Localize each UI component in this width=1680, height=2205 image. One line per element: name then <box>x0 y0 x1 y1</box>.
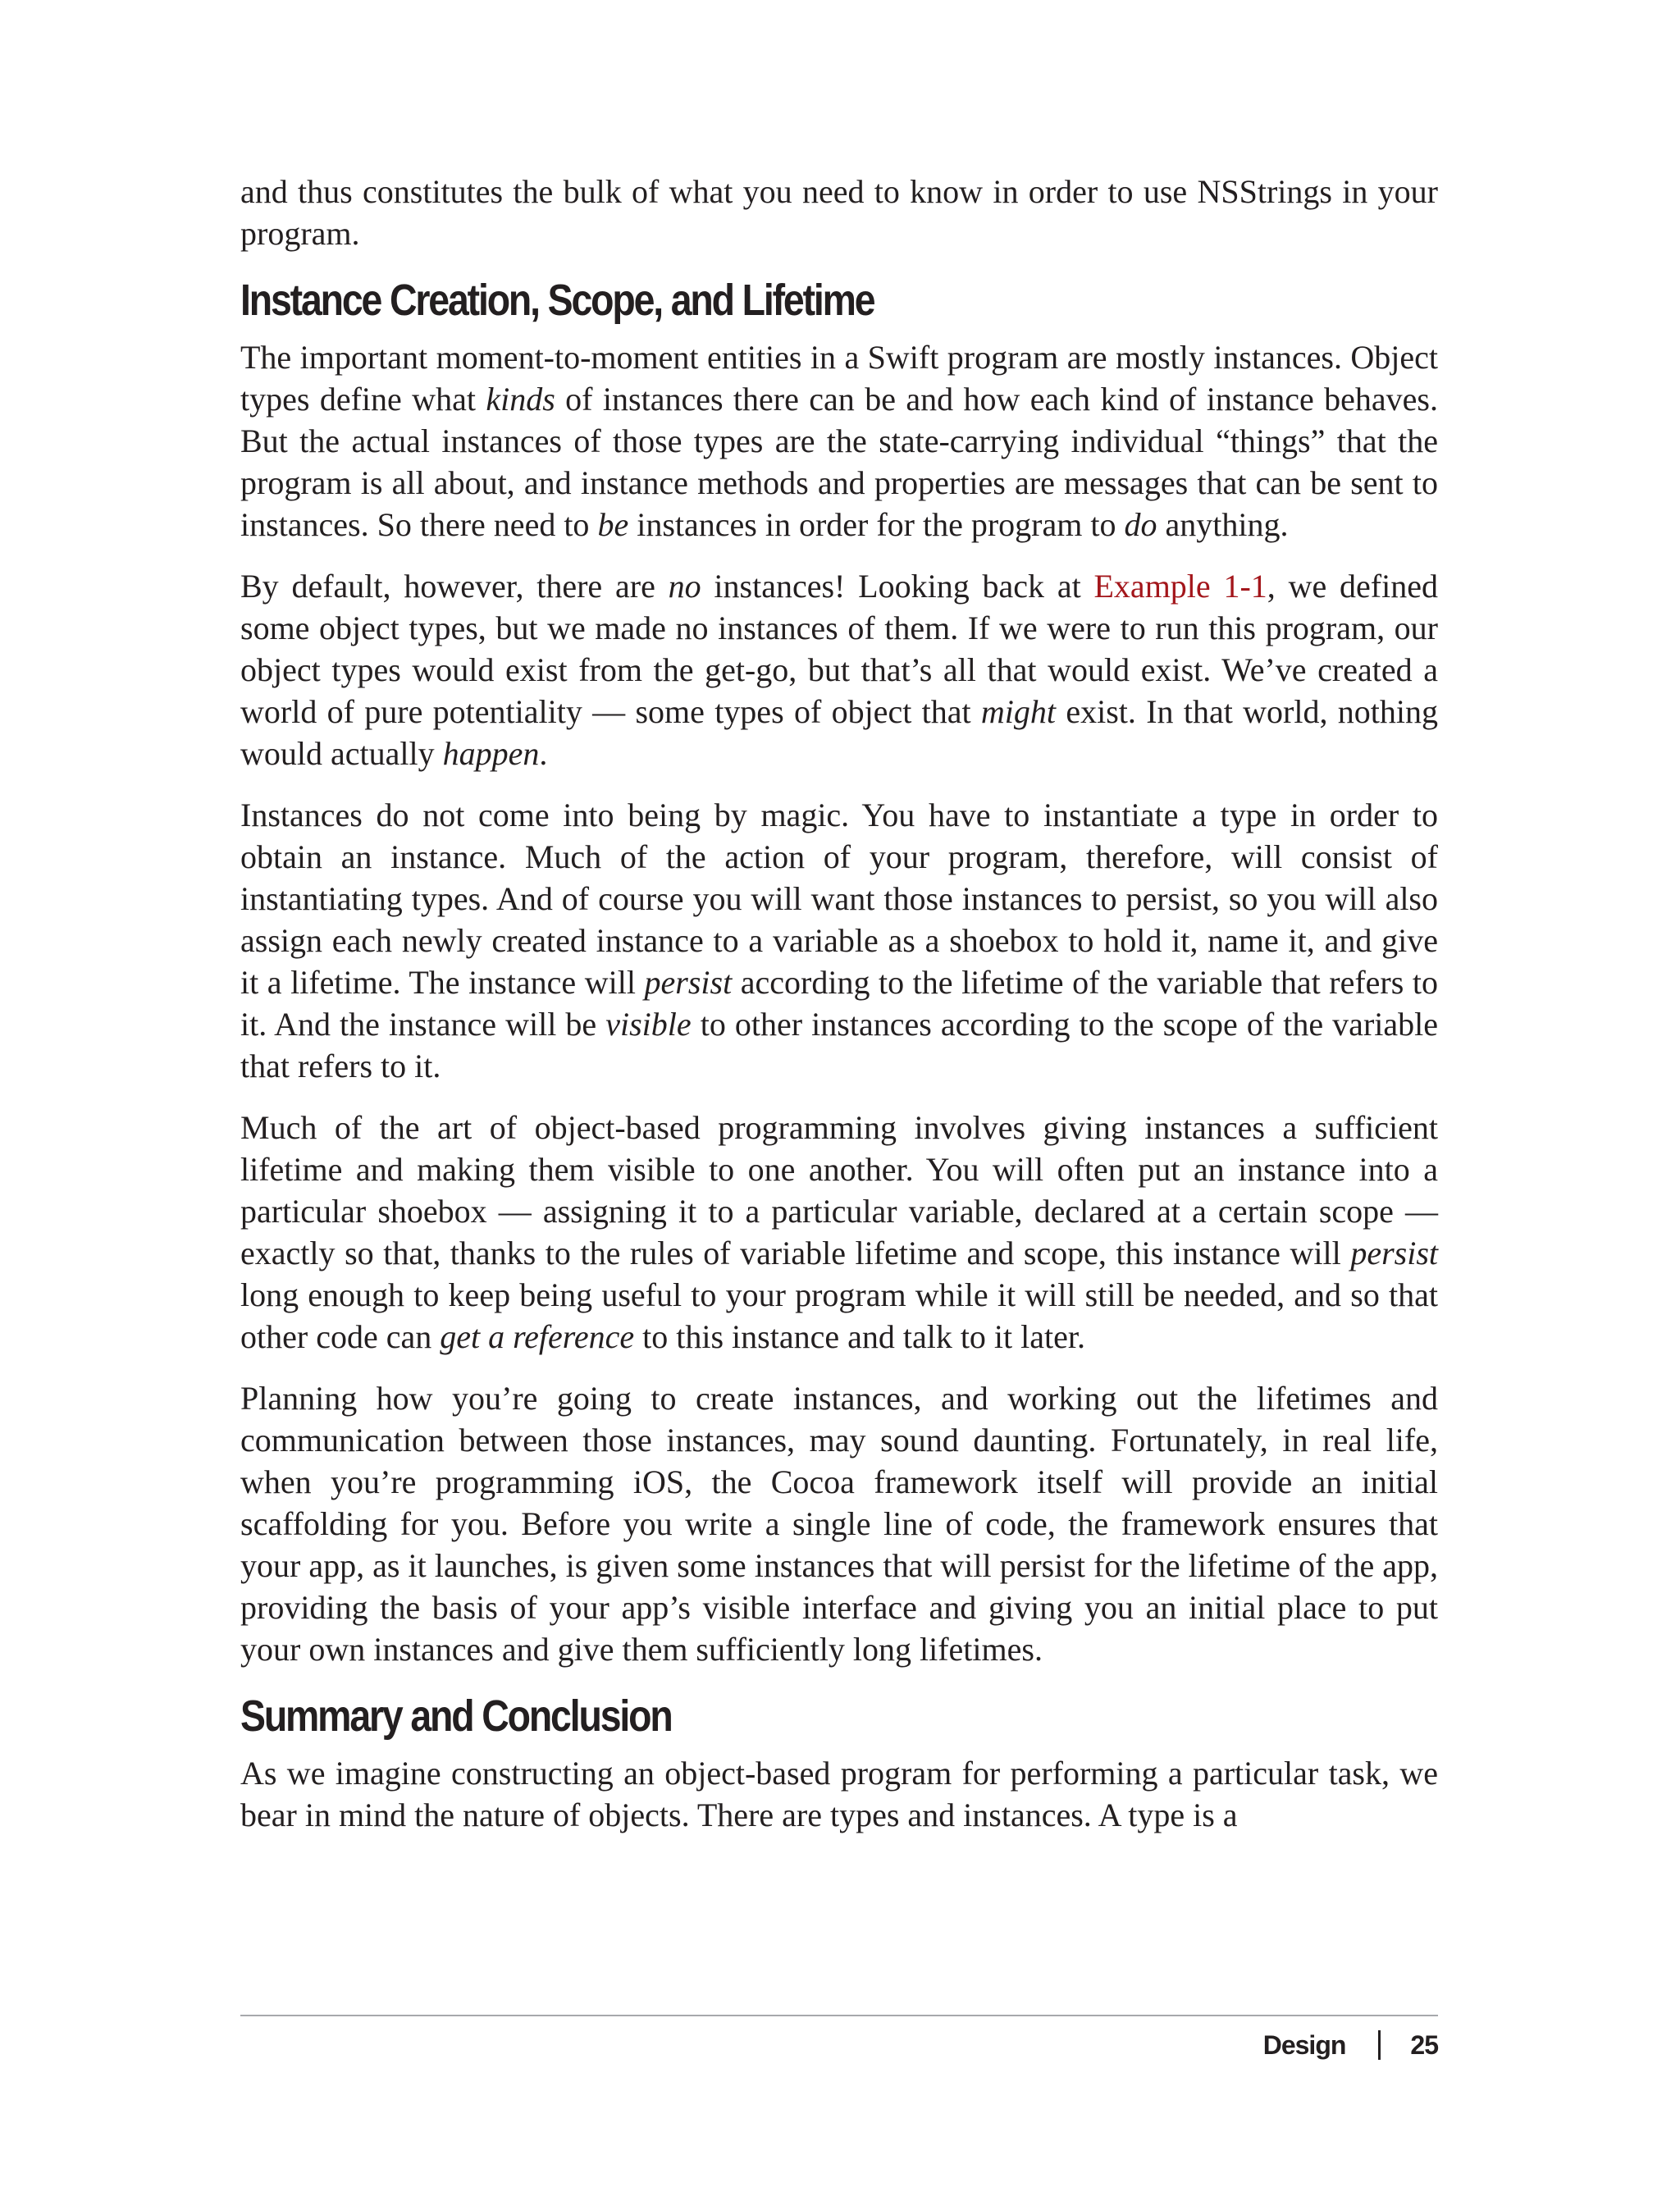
paragraph-instances-entities: The important moment-to-moment entities in a Swift program are mostly instances. Object types define what kinds of instances there can be and how each kind of instance behaves. But the actual instances of those types are the state-carrying individual “things” that the program is all about, and instance methods and properties are messages that can be sent to instances. So there need to be instances in order for the program to do anything. <box>240 339 1438 543</box>
example-1-1-link[interactable]: Example 1-1 <box>1093 568 1267 605</box>
paragraph-summary: As we imagine constructing an object-based program for performing a particular task, we bear in mind the nature of objects. There are types and instances. A type is a <box>240 1755 1438 1833</box>
page-footer <box>1263 2025 1438 2066</box>
footer-chapter-title: Design <box>1262 2029 1346 2060</box>
footer-page-number: 25 <box>1410 2029 1438 2060</box>
paragraph-cocoa-scaffolding: Planning how you’re going to create instances, and working out the lifetimes and communication between those instances, may sound daunting. Fortunately, in real life, when you’re programming iOS, the Cocoa framework itself will provide an initial scaffolding for you. Before you write a single line of code, the framework ensures that your app, as it launches, is given some instances that will persist for the lifetime of the app, providing the basis of your app’s visible interface and giving you an initial place to put your own instances and give them sufficiently long lifetimes. <box>240 1380 1438 1668</box>
page-body <box>240 171 1438 1856</box>
section-heading-instance-creation: Instance Creation, Scope, and Lifetime <box>240 276 874 325</box>
section-heading-summary: Summary and Conclusion <box>240 1691 672 1741</box>
footer-divider <box>240 2015 1438 2016</box>
footer-separator <box>1378 2030 1381 2060</box>
paragraph-no-instances: By default, however, there are no instances! Looking back at Example 1-1, we defined some object types, but we made no instances of them. If we were to run this program, our object types would exist from the get-go, but that’s all that would exist. We’ve created a world of pure potentiality — some types of object that might exist. In that world, nothing would actually happen. <box>240 568 1438 772</box>
intro-paragraph: and thus constitutes the bulk of what you need to know in order to use NSStrings in your program. <box>240 173 1438 252</box>
paragraph-instantiation: Instances do not come into being by magic. You have to instantiate a type in order to obtain an instance. Much of the action of your program, therefore, will consist of instantiating types. And of course you will want those instances to persist, so you will also assign each newly created instance to a variable as a shoebox to hold it, name it, and give it a lifetime. The instance will persist according to the lifetime of the variable that refers to it. And the instance will be visible to other instances according to the scope of the variable that refers to it. <box>240 797 1438 1084</box>
paragraph-lifetime-visibility: Much of the art of object-based programming involves giving instances a sufficient lifetime and making them visible to one another. You will often put an instance into a particular shoebox — assigning it to a particular variable, declared at a certain scope — exactly so that, thanks to the rules of variable lifetime and scope, this instance will persist long enough to keep being useful to your program while it will still be needed, and so that other code can get a reference to this instance and talk to it later. <box>240 1109 1438 1355</box>
